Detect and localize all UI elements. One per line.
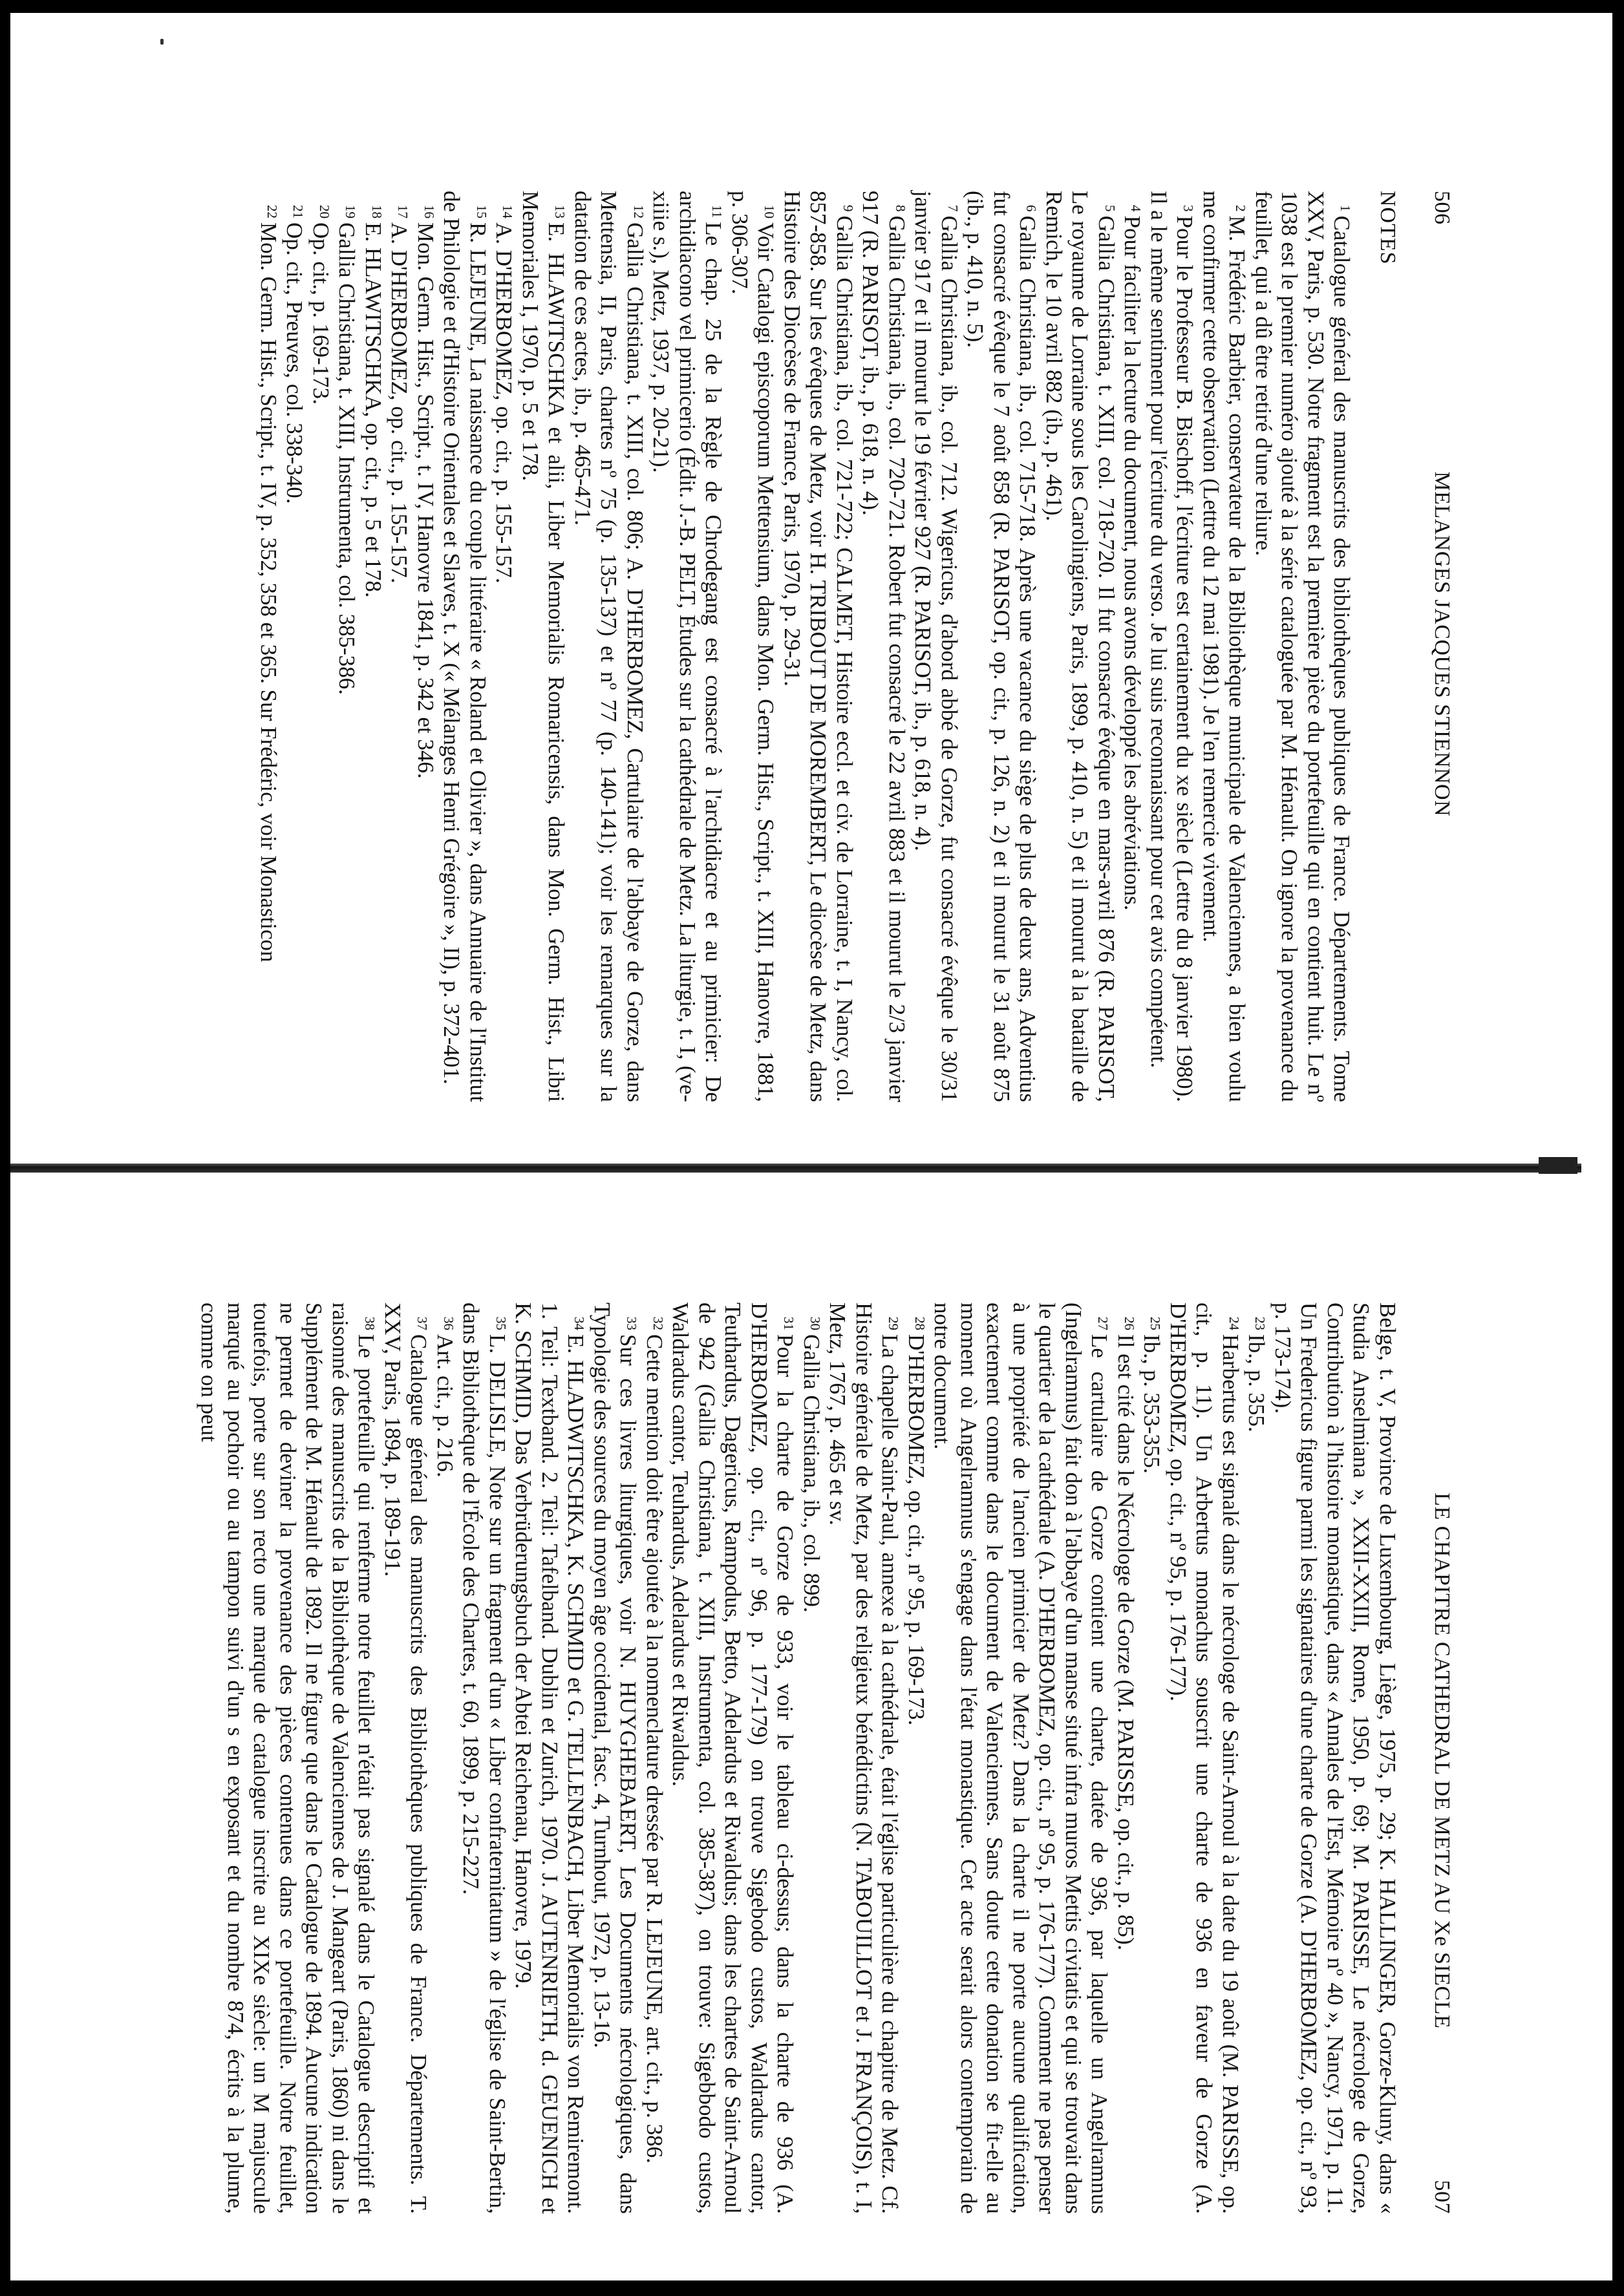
footnote [255,191,282,1102]
section-title: NOTES [1376,191,1400,265]
footnote [308,191,334,1102]
gutter-shadow [1539,1157,1577,1174]
footnote [570,191,648,1102]
footnote [857,191,910,1102]
footnote-number: 14 [500,205,516,218]
footnote [641,1302,668,2214]
page-number: 506 [1430,191,1454,225]
footnote [432,1302,458,2214]
footnote-text: Gallia Christiana, ib., col. 712. Wigericus, d'abord abbé de Gorze, fut consacré évêque le 30/31 janvier 917 et il mourut le 19 février 927 (R. PARISOT, ib., p. 618, n. 4). [910,191,962,1102]
footnote-text: La chapelle Saint-Paul, annexe à la cathédrale, était l'église particulière du chapitre de Metz. Cf. Histoire générale de Metz, par des religieux bénédictins (N. TABOUILLOT et J. FRANÇOIS), t. I, Metz, 1767, p. 465 et sv. [825,1302,903,2214]
footnote-text: Cette mention doit être ajoutée à la nomenclature dressée par R. LEJEUNE, art. cit., p. 386. [642,1334,667,2163]
footnote-text: Op. cit., p. 169-173. [308,222,334,405]
footnote-number: 19 [343,205,359,218]
footnote-text: Sur ces livres liturgiques, voir N. HUYGHEBAERT, Les Documents nécrologiques, dans Typologie des sources du moyen âge occidental, fasc. 4, Turnhout, 1972, p. 13-16. [590,1302,641,2214]
footnote-number: 20 [317,205,332,218]
footnote-text: D'HERBOMEZ, op. cit., nº 95, p. 169-173. [904,1334,929,1726]
footnote-text: Gallia Christiana, ib., col. 899. [799,1334,824,1613]
footnote-number: 5 [1102,205,1118,212]
footnote-number: 29 [886,1317,902,1330]
footnote [334,191,360,1102]
footnote-text: E. HLADWITSCHKA, K. SCHMID et G. TELLENBACH, Liber Memorialis von Remiremont. 1. Teil: Textband. 2. Teil: Tafelband. Dublin et Zurich, 1970. J. AUTENRIETH, d. GEUENICH et K. SCHMID, Das Verbrüderungsbuch der Abtei Reichenau, Hanovre, 1979. [511,1302,589,2214]
footnote [589,1302,641,2214]
footnote [458,1302,510,2214]
footnote-number: 24 [1226,1317,1242,1330]
footnote [962,191,1041,1102]
footnote-number: 38 [362,1317,378,1330]
footnote [1146,191,1198,1102]
page-507 [0,1257,1455,2272]
footnote [667,1302,798,2214]
footnote-number: 30 [807,1317,823,1330]
notes-list-506 [255,191,1355,1102]
footnote [1113,1302,1139,2214]
footnote-text: Le cartulaire de Gorze contient une charte, datée de 936, par laquelle un Angelramnus (Ingelramnus) fait don à l'abbaye d'un manse situé infra muros Mettis civitatis et qui se trouvait dans le quartier de la cathédrale (A. D'HERBOMEZ, op. cit., nº 95, p. 176-177). Comment ne pas penser à une propriété de l'ancien primicier de Metz? Dans la charte il ne porte aucune qualification, exactement comme dans le document de Valenciennes. Sans doute cette donation se fit-elle au moment où Angelramnus s'engage dans l'état monastique. Cet acte serait alors contemporain de notre document. [930,1302,1113,2214]
footnote-number: 35 [493,1317,509,1330]
footnote-number: 36 [441,1317,456,1330]
footnote [412,191,439,1102]
footnote-text: Op. cit., Preuves, col. 338-340. [282,222,308,504]
footnote-number: 32 [650,1317,666,1330]
notes-list-507 [196,1302,1270,2214]
footnote [648,191,727,1102]
footnote-number: 7 [945,205,961,212]
footnote-text: Pour le Professeur B. Bischoff, l'écriture est certainement du xe siècle (Lettre du 8 janvier 1980). Il a le même sentiment pour l'écriture du verso. Je lui suis reconnaissant pour cet avis compétent. [1146,191,1198,1102]
footnote [1165,1302,1244,2214]
footnote-text: Harbertus est signalé dans le nécrologe de Saint-Arnoul à la date du 19 août (M. PARISSE, op. cit., p. 11). Un Arbertus monachus souscrit une charte de 936 en faveur de Gorze (A. D'HERBOMEZ, op. cit., nº 95, p. 176-177). [1166,1302,1243,2214]
footnote-number: 22 [264,205,280,218]
footnote-text: Gallia Christiana, t. XIII, Instrumenta, col. 385-386. [334,222,360,695]
footnote [903,1302,930,2214]
footnote-text: M. Frédéric Barbier, conservateur de la Bibliothèque municipale de Valenciennes, a bien voulu me confirmer cette observation (Lettre du 12 mai 1981). Je l'en remercie vivement. [1199,191,1250,1102]
footnote [1243,1302,1270,2214]
footnote-number: 13 [552,205,568,218]
footnote-text: Art. cit., p. 216. [433,1334,458,1478]
footnote [1041,191,1120,1102]
footnote [779,191,858,1102]
footnote [196,1302,379,2214]
footnote-text: E. HLAWITSCHKA, op. cit., p. 5 et 178. [361,222,386,598]
footnote [386,191,412,1102]
footnote-number: 18 [369,205,385,218]
footnote-text: Le portefeuille qui renferme notre feuillet n'était pas signalé dans le Catalogue descriptif et raisonné des manuscrits de la Bibliothèque de Valenciennes de J. Mangeart (Paris, 1860) ni dans le Supplément de M. Hénault de 1892. Il ne figure que dans le Catalogue de 1894. Aucune indication ne permet de deviner la provenance des pièces contenues dans ce portefeuille. Notre feuillet, toutefois, porte sur son recto une marque de catalogue inscrite au XIXe siècle: un M majuscule marqué au pochoir ou au tampon suivi d'un s en exposant et du nombre 874, écrits à la plume, comme on peut [197,1302,379,2214]
footnote [1138,1302,1165,2214]
footnote [360,191,387,1102]
scan-border-right [1612,0,1624,2296]
footnote [379,1302,432,2214]
footnote [727,191,779,1102]
footnote [438,191,491,1102]
footnote-text: Pour faciliter la lecture du document, nous avons développé les abréviations. [1120,215,1146,911]
footnote-text: Gallia Christiana, ib., col. 720-721. Robert fut consacré le 22 avril 883 et il mourut le 2/3 janvier 917 (R. PARISOT, ib., p. 618, n. 4). [858,191,910,1102]
footnote-number: 33 [624,1317,640,1330]
footnote-text: Catalogue général des manuscrits des Bibliothèques publiques de France. Départements. T. XXV, Paris, 1894, p. 189-191. [380,1302,432,2214]
footnote-text: Gallia Christiana, ib., col. 721-722; CALMET, Histoire eccl. et civ. de Lorraine, t. I, Nancy, col. 857-858. Sur les évêques de Metz, voir H. TRIBOUT DE MOREMBERT, Le diocèse de Metz, dans Histoire des Diocèses de France, Paris, 1970, p. 29-31. [780,191,857,1102]
footnote-number: 27 [1095,1317,1111,1330]
footnote-text: Catalogue général des manuscrits des bibliothèques publiques de France. Départements. Tome XXV, Paris, p. 530. Notre fragment est la première pièce du portefeuille qui en contient huit. Le nº 1038 est le premier numéro ajouté à la série cataloguée par M. Hénault. On ignore la provenance du feuillet, qui a dû être retiré d'une reliure. [1251,191,1355,1102]
scan-border-top [0,0,1624,13]
footnote-text: E. HLAWITSCHKA et alii, Liber Memorialis Romaricensis, dans Mon. Germ. Hist., Libri Memoriales I, 1970, p. 5 et 178. [518,191,570,1102]
footnote [798,1302,825,2214]
footnote [929,1302,1113,2214]
footnote-text: A. D'HERBOMEZ, op. cit., p. 155-157. [387,222,412,584]
running-head-507 [1400,1302,1455,2214]
footnote-text: Ib., p. 353-355. [1139,1334,1165,1474]
footnote [517,191,570,1102]
footnote [824,1302,903,2214]
footnote-number: 2 [1233,205,1249,212]
footnote-text: Mon. Germ. Hist., Script., t. IV, Hanovre 1841, p. 342 et 346. [413,222,438,779]
footnote-text: Ib., p. 355. [1244,1334,1270,1432]
running-head-title: LE CHAPITRE CATHEDRAL DE METZ AU Xe SIECLE [1430,1493,1454,2029]
footnote-number: 3 [1181,205,1197,212]
footnote-number: 17 [395,205,411,218]
footnote [510,1302,589,2214]
footnote [1250,191,1355,1102]
footnote-number: 10 [762,205,778,218]
footnote [491,191,517,1102]
footnote-number: 26 [1122,1317,1137,1330]
footnote [1119,191,1146,1102]
footnote-text: Il est cité dans le Nécrologe de Gorze (M. PARISSE, op. cit., p. 85). [1113,1334,1138,1951]
footnote-number: 15 [474,205,489,218]
footnote-number: 9 [840,205,856,212]
footnote-number: 28 [912,1317,928,1330]
scan-speck [160,39,164,45]
scan-border-bottom [0,2280,1624,2296]
footnote-number: 25 [1148,1317,1164,1330]
footnote-number: 16 [422,205,437,218]
footnote-text: Gallia Christiana, t. XIII, col. 806; A. D'HERBOMEZ, Cartulaire de l'abbaye de Gorze, dans Mettensia, II, Paris, chartes nº 75 (p. 135-137) et nº 77 (p. 140-141); voir les remarques sur la datation de ces actes, ib., p. 465-471. [570,191,648,1102]
footnote-number: 23 [1252,1317,1268,1330]
running-head-506 [1400,191,1455,1102]
footnote-number: 8 [893,205,908,212]
footnote-text: R. LEJEUNE, La naissance du couple littéraire « Roland et Olivier », dans Annuaire de l'Institut de Philologie et d'Histoire Orientales et Slaves, t. X (« Mélanges Henri Grégoire », II), p. 372-401. [439,191,491,1102]
footnote-number: 34 [572,1317,588,1330]
page-number: 507 [1430,2180,1454,2214]
footnote-number: 6 [1023,205,1040,212]
footnote-text: L. DELISLE, Note sur un fragment d'un « Liber confraternitatum » de l'église de Saint-Bertin, dans Bibliothèque de l'École des Chartes, t. 60, 1899, p. 215-227. [458,1302,510,2214]
footnote-text: Mon. Germ. Hist., Script., t. IV, p. 352, 358 et 365. Sur Frédéric, voir Monasticon [256,222,281,962]
footnote [1198,191,1250,1102]
footnote-text: Pour la charte de Gorze de 933, voir le tableau ci-dessus; dans la charte de 936 (A. D'HERBOMEZ, op. cit., nº 96, p. 177-179) on trouve Sigebodo custos, Waldradus cantor, Teuthardus, Dagericus, Rampodus, Betto, Adelardus et Riwaldus; dans les chartes de Saint-Arnoul de 942 (Gallia Christiana, t. XIII, Instrumenta, col. 385-387), on trouve: Sigebbodo custos, Waldradus cantor, Teuhardus, Adelardus et Riwaldus. [668,1302,798,2214]
running-head-title: MELANGES JACQUES STIENNON [1430,471,1454,817]
footnote-number: 21 [290,205,306,218]
footnote-number: 4 [1128,205,1144,212]
footnote-text: Le chap. 25 de la Règle de Chrodegang est consacré à l'archidiacre et au primicier: De archidiacono vel primicerio (Édit. J.-B. PELT, Études sur la cathédrale de Metz. La liturgie, t. I, (ve-xiiie s.), Metz, 1937, p. 20-21). [648,191,727,1102]
footnote [910,191,962,1102]
footnote-text: Voir Catalogi episcoporum Mettensium, dans Mon. Germ. Hist., Script., t. XIII, Hanovre, 1881, p. 306-307. [727,191,779,1102]
footnote-text: Gallia Christiana, t. XIII, col. 718-720. Il fut consacré évêque en mars-avril 876 (R. PARISOT, Le royaume de Lorraine sous les Carolingiens, Paris, 1899, p. 410, n. 5) et il mourut à la bataille de Remich, le 10 avril 882 (ib., p. 461). [1042,191,1119,1102]
footnote-text: A. D'HERBOMEZ, op. cit., p. 155-157. [491,222,517,584]
footnote-number: 12 [631,205,646,218]
note-continuation: Belge, t. V, Province de Luxembourg, Liège, 1975, p. 29; K. HALLINGER, Gorze-Kluny, dans « Studia Anselmiana », XXII-XXIII, Rome, 1950, p. 69; M. PARISSE, Le nécrologe de Gorze, Contribution à l'histoire monastique, dans « Annales de l'Est, Mémoire nº 40 », Nancy, 1971, p. 11. Un Fredericus figure parmi les signataires d'une charte de Gorze (A. D'HERBOMEZ, op. cit., nº 93, p. 173-174). [1270,1302,1400,2214]
book-gutter [10,1164,1581,1173]
page-506 [0,145,1455,1160]
footnote [281,191,308,1102]
footnote-text: Gallia Christiana, ib., col. 715-718. Après une vacance du siège de plus de deux ans, Adventius fut consacré évêque le 7 août 858 (R. PARISOT, op. cit., p. 126, n. 2) et il mourut le 31 août 875 (ib., p. 410, n. 5). [963,191,1041,1102]
footnote-number: 37 [414,1317,431,1330]
footnote-number: 31 [781,1317,797,1330]
footnote-number: 11 [709,205,725,218]
footnote-number: 1 [1338,205,1354,212]
